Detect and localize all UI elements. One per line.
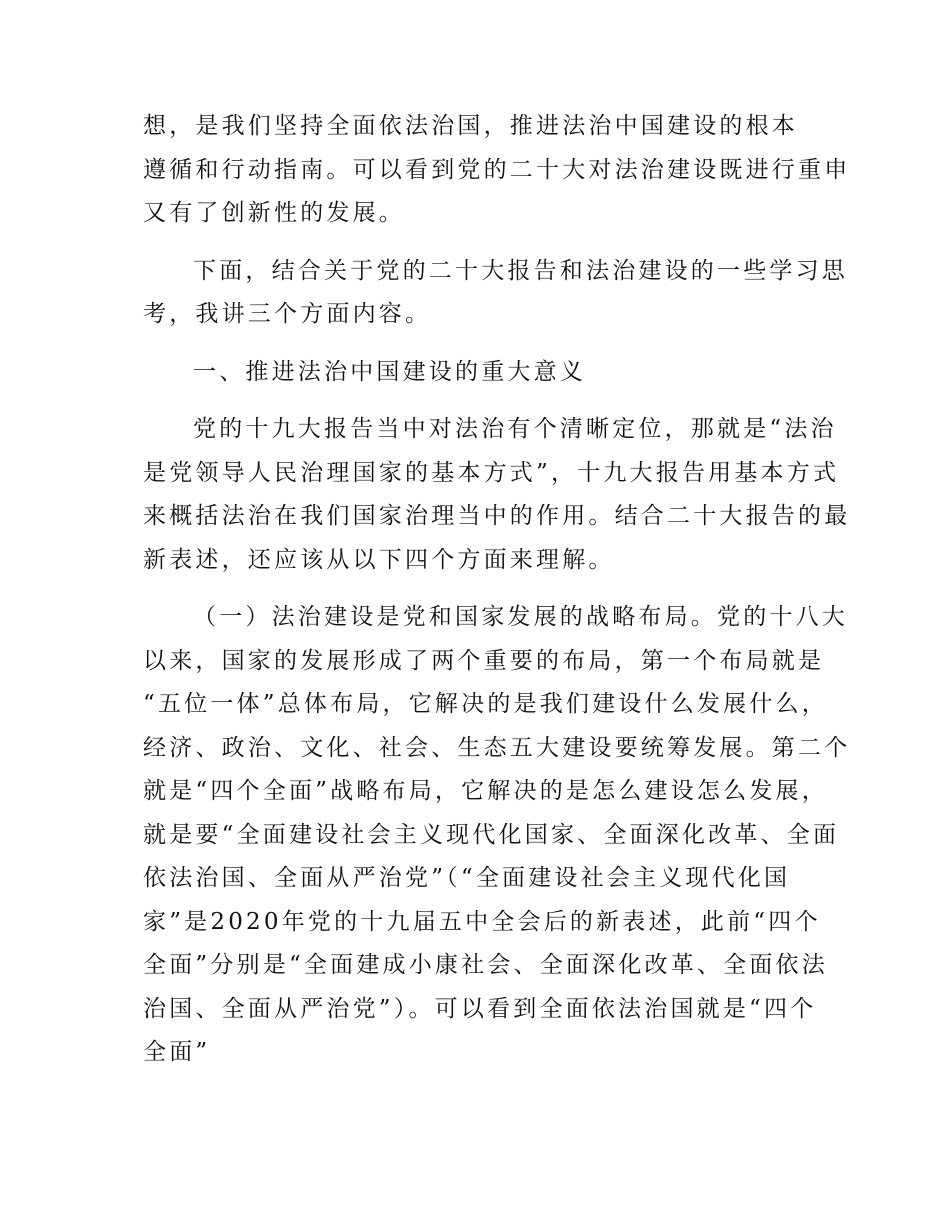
text-line: 新表述，还应该从以下四个方面来理解。 — [143, 546, 615, 573]
heading-text: 一、推进法治中国建设的重大意义 — [193, 358, 586, 385]
text-line: 治国、全面从严治党”）。可以看到全面依法治国就是“四个 — [143, 995, 817, 1022]
paragraph-positioning — [143, 408, 851, 582]
text-line: 考，我讲三个方面内容。 — [143, 301, 432, 327]
paragraph-intro — [143, 105, 851, 236]
document-body — [143, 105, 851, 1089]
text-line: 以来，国家的发展形成了两个重要的布局，第一个布局就是 — [143, 647, 825, 674]
text-line: 来概括法治在我们国家治理当中的作用。结合二十大报告的最 — [143, 503, 851, 529]
paragraph-strategic-layout — [143, 596, 851, 1075]
text-line: 全面”分别是“全面建成小康社会、全面深化改革、全面依法 — [143, 952, 828, 978]
text-line: 下面，结合关于党的二十大报告和法治建设的一些学习思 — [193, 257, 848, 284]
paragraph-outline — [143, 250, 848, 337]
text-line: 就是要“全面建设社会主义现代化国家、全面深化改革、全面 — [143, 821, 840, 848]
text-line: 想，是我们坚持全面依法治国，推进法治中国建设的根本 — [143, 113, 798, 139]
text-line: 是党领导人民治理国家的基本方式”，十九大报告用基本方式 — [143, 459, 840, 486]
section-heading — [143, 351, 813, 395]
text-line: （一）法治建设是党和国家发展的战略布局。党的十八大 — [193, 604, 848, 630]
text-line: 依法治国、全面从严治党”（“全面建设社会主义现代化国 — [143, 865, 791, 891]
text-line: 就是“四个全面”战略布局，它解决的是怎么建设怎么发展， — [143, 778, 828, 804]
text-line: 全面” — [143, 1039, 211, 1065]
text-line: 党的十九大报告当中对法治有个清晰定位，那就是“法治 — [193, 416, 837, 442]
text-line: 遵循和行动指南。可以看到党的二十大对法治建设既进行重申 — [143, 156, 851, 183]
text-line: “五位一体”总体布局，它解决的是我们建设什么发展什么， — [143, 691, 828, 717]
text-line: 经济、政治、文化、社会、生态五大建设要统筹发展。第二个 — [143, 734, 851, 761]
text-line: 又有了创新性的发展。 — [143, 200, 405, 226]
text-line: 家”是2020年党的十九届五中全会后的新表述，此前“四个 — [143, 908, 821, 935]
